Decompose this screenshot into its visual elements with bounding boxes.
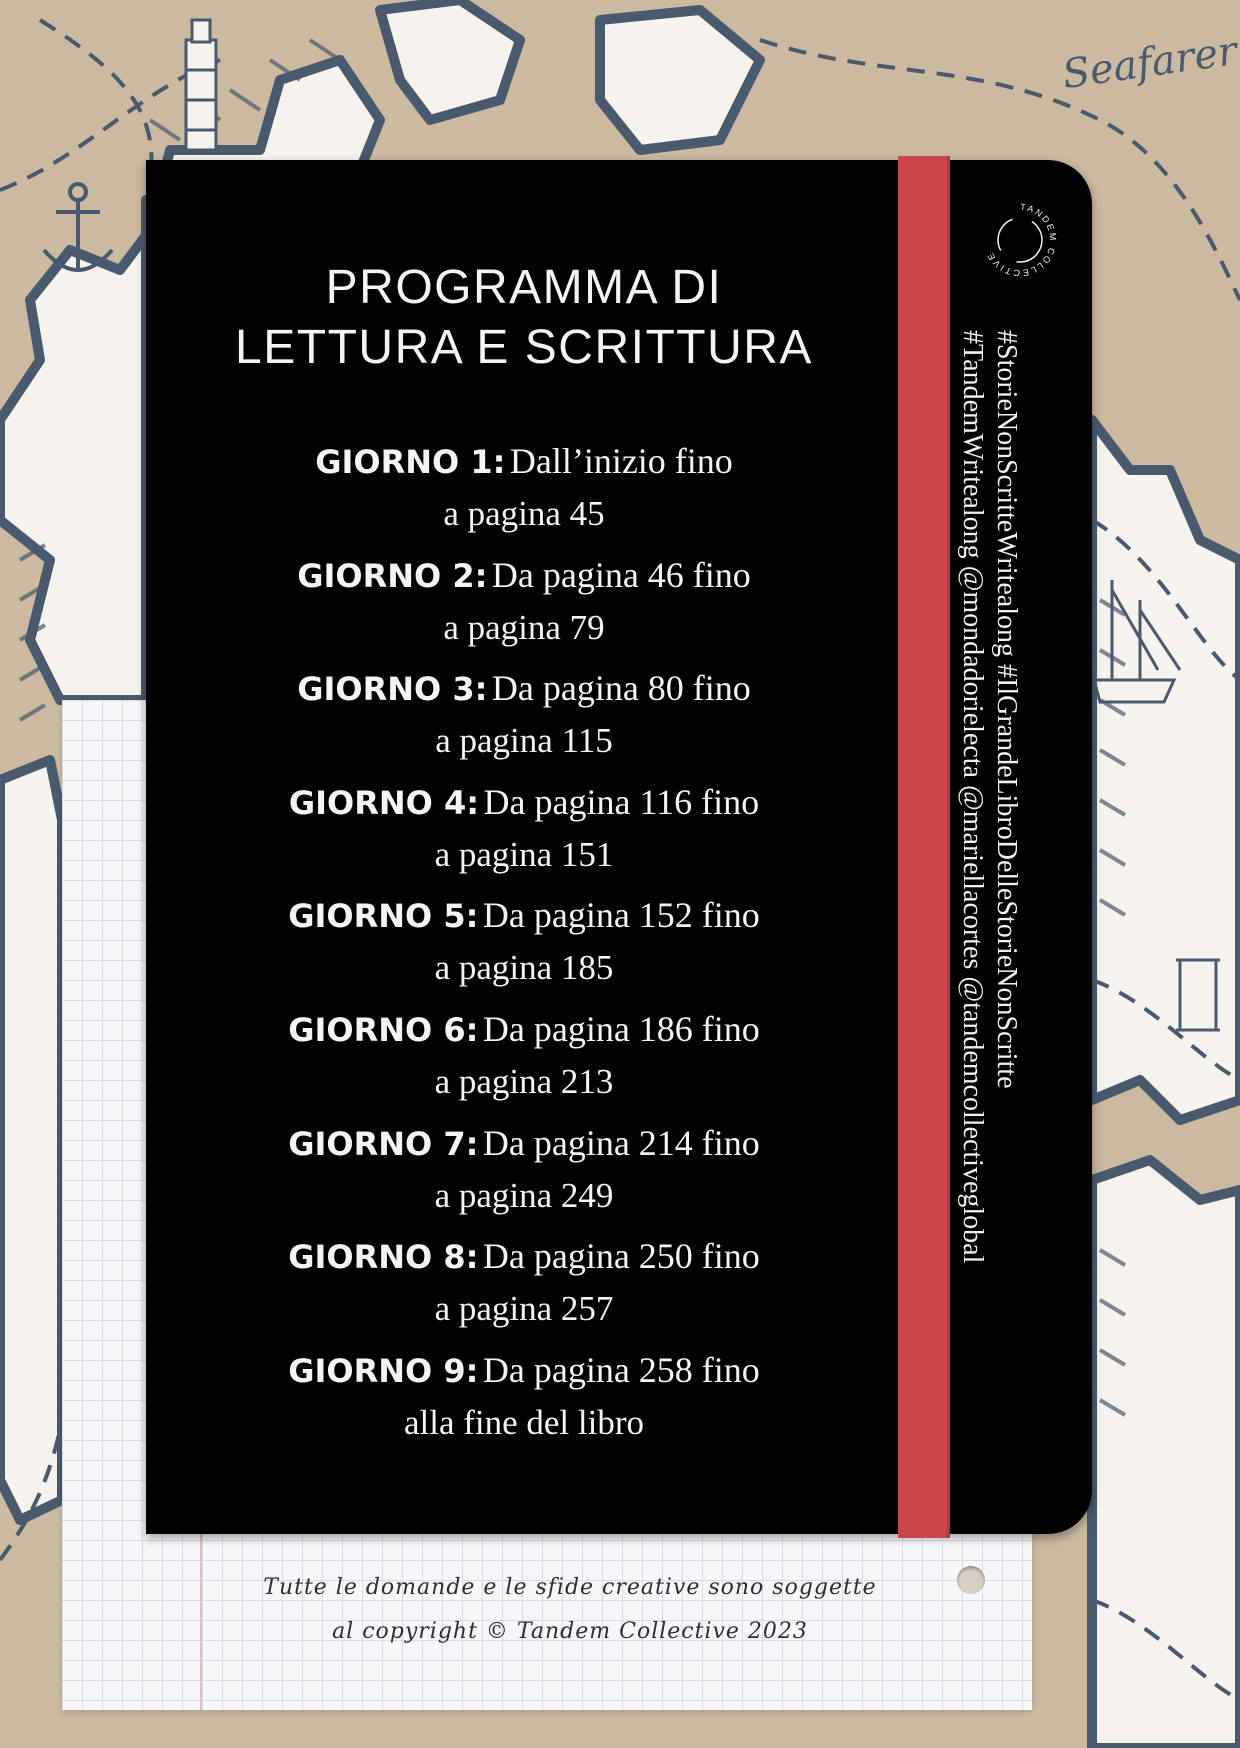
hashtags-line-2: #TandemWritealong @mondadorielecta @mariellacortes @tandemcollectiveglobal xyxy=(957,330,988,1264)
copyright-note xyxy=(200,1566,940,1654)
day-label: GIORNO 3: xyxy=(297,670,488,709)
day-range: Da pagina 258 fino xyxy=(482,1349,760,1390)
day-range: Da pagina 116 fino xyxy=(483,781,760,822)
day-range-end: a pagina 185 xyxy=(434,948,614,988)
map-label: Seafarer xyxy=(1059,28,1240,98)
day-label: GIORNO 2: xyxy=(297,556,488,595)
elastic-band xyxy=(898,156,950,1538)
page-title xyxy=(146,258,902,378)
punch-hole xyxy=(957,1566,985,1594)
svg-text:TANDEM COLLECTIVE: TANDEM COLLECTIVE xyxy=(984,201,1059,279)
title-line-1: PROGRAMMA DI xyxy=(325,261,723,314)
day-range-end: alla fine del libro xyxy=(403,1402,645,1442)
copyright-line-2: al copyright © Tandem Collective 2023 xyxy=(332,1619,808,1644)
day-range: Da pagina 250 fino xyxy=(482,1236,760,1277)
day-range: Da pagina 152 fino xyxy=(482,895,760,936)
day-range: Da pagina 214 fino xyxy=(482,1122,760,1163)
copyright-line-1: Tutte le domande e le sfide creative sono soggette xyxy=(263,1575,877,1600)
hashtags-vertical xyxy=(955,330,1023,1263)
schedule-day-6 xyxy=(146,1006,902,1120)
day-range-end: a pagina 79 xyxy=(443,607,605,647)
day-label: GIORNO 8: xyxy=(288,1238,479,1277)
day-label: GIORNO 5: xyxy=(288,897,479,936)
schedule-day-7 xyxy=(146,1120,902,1234)
day-range: Dall’inizio fino xyxy=(509,441,733,481)
day-label: GIORNO 9: xyxy=(288,1351,479,1390)
day-label: GIORNO 7: xyxy=(288,1124,479,1163)
day-range-end: a pagina 257 xyxy=(434,1289,614,1329)
day-range: Da pagina 46 fino xyxy=(491,554,751,595)
day-range-end: a pagina 151 xyxy=(434,834,614,874)
reading-schedule xyxy=(146,438,902,1460)
day-label: GIORNO 1: xyxy=(315,443,506,481)
day-label: GIORNO 6: xyxy=(288,1010,479,1049)
day-range-end: a pagina 213 xyxy=(434,1061,614,1101)
schedule-day-4 xyxy=(146,779,902,893)
day-range-end: a pagina 115 xyxy=(435,721,613,761)
tandem-collective-logo xyxy=(980,200,1060,280)
day-range: Da pagina 186 fino xyxy=(482,1008,760,1049)
hashtags-line-1: #StorieNonScritteWritealong #IlGrandeLibroDelleStorieNonScritte xyxy=(991,330,1022,1089)
schedule-day-1 xyxy=(146,438,902,552)
schedule-day-5 xyxy=(146,892,902,1006)
schedule-day-9 xyxy=(146,1347,902,1461)
title-line-2: LETTURA E SCRITTURA xyxy=(235,321,813,374)
day-range-end: a pagina 45 xyxy=(443,494,605,533)
schedule-day-3 xyxy=(146,665,902,779)
day-range-end: a pagina 249 xyxy=(434,1175,614,1215)
schedule-day-2 xyxy=(146,552,902,666)
day-range: Da pagina 80 fino xyxy=(491,668,751,709)
schedule-day-8 xyxy=(146,1233,902,1347)
day-label: GIORNO 4: xyxy=(288,783,480,822)
